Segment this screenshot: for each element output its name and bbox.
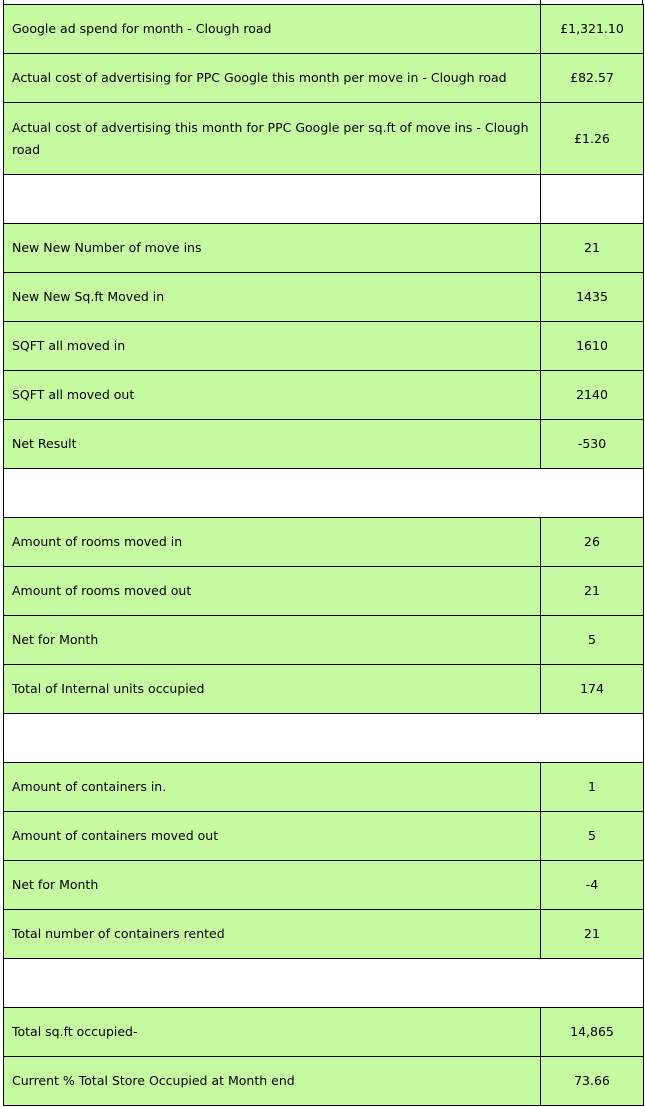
row-value[interactable]: 21 xyxy=(541,224,644,273)
report-table xyxy=(3,4,644,1106)
row-value[interactable]: 1610 xyxy=(541,322,644,371)
table-row xyxy=(4,54,644,103)
table-row xyxy=(4,224,644,273)
row-value[interactable]: -530 xyxy=(541,420,644,469)
row-label[interactable]: Current % Total Store Occupied at Month end xyxy=(4,1057,541,1106)
table-row xyxy=(4,103,644,175)
row-label[interactable]: Amount of containers in. xyxy=(4,763,541,812)
blank-row xyxy=(4,469,644,518)
row-value[interactable]: 14,865 xyxy=(541,1008,644,1057)
table-row xyxy=(4,665,644,714)
row-label[interactable]: SQFT all moved in xyxy=(4,322,541,371)
table-row xyxy=(4,322,644,371)
row-label[interactable]: Actual cost of advertising this month for PPC Google per sq.ft of move ins - Clough road xyxy=(4,103,541,175)
row-label[interactable]: Amount of rooms moved in xyxy=(4,518,541,567)
row-label[interactable]: Google ad spend for month - Clough road xyxy=(4,5,541,54)
table-row xyxy=(4,518,644,567)
blank-cell[interactable] xyxy=(4,175,541,224)
row-value[interactable]: 5 xyxy=(541,616,644,665)
row-label[interactable]: SQFT all moved out xyxy=(4,371,541,420)
row-label[interactable]: Total sq.ft occupied- xyxy=(4,1008,541,1057)
row-label[interactable]: Net for Month xyxy=(4,616,541,665)
row-value[interactable]: 5 xyxy=(541,812,644,861)
table-row xyxy=(4,1057,644,1106)
table-row xyxy=(4,616,644,665)
table-row xyxy=(4,567,644,616)
blank-row xyxy=(4,175,644,224)
row-label[interactable]: Amount of rooms moved out xyxy=(4,567,541,616)
table-row xyxy=(4,273,644,322)
table-row xyxy=(4,861,644,910)
row-label[interactable]: Total of Internal units occupied xyxy=(4,665,541,714)
row-label[interactable]: New New Number of move ins xyxy=(4,224,541,273)
row-value[interactable]: 1435 xyxy=(541,273,644,322)
row-label[interactable]: Net Result xyxy=(4,420,541,469)
table-row xyxy=(4,763,644,812)
table-row xyxy=(4,1008,644,1057)
row-label[interactable]: New New Sq.ft Moved in xyxy=(4,273,541,322)
blank-row xyxy=(4,959,644,1008)
row-label[interactable]: Net for Month xyxy=(4,861,541,910)
table-row xyxy=(4,420,644,469)
table-row xyxy=(4,5,644,54)
row-value[interactable]: £82.57 xyxy=(541,54,644,103)
table-row xyxy=(4,910,644,959)
row-value[interactable]: -4 xyxy=(541,861,644,910)
blank-cell[interactable] xyxy=(4,469,644,518)
blank-cell[interactable] xyxy=(4,714,644,763)
table-row xyxy=(4,812,644,861)
row-value[interactable]: 21 xyxy=(541,567,644,616)
row-value[interactable]: £1,321.10 xyxy=(541,5,644,54)
blank-row xyxy=(4,714,644,763)
blank-cell[interactable] xyxy=(541,175,644,224)
row-label[interactable]: Actual cost of advertising for PPC Google this month per move in - Clough road xyxy=(4,54,541,103)
row-value[interactable]: 1 xyxy=(541,763,644,812)
row-value[interactable]: £1.26 xyxy=(541,103,644,175)
row-value[interactable]: 174 xyxy=(541,665,644,714)
row-value[interactable]: 73.66 xyxy=(541,1057,644,1106)
blank-cell[interactable] xyxy=(4,959,644,1008)
row-value[interactable]: 26 xyxy=(541,518,644,567)
row-value[interactable]: 2140 xyxy=(541,371,644,420)
row-value[interactable]: 21 xyxy=(541,910,644,959)
row-label[interactable]: Total number of containers rented xyxy=(4,910,541,959)
table-row xyxy=(4,371,644,420)
row-label[interactable]: Amount of containers moved out xyxy=(4,812,541,861)
